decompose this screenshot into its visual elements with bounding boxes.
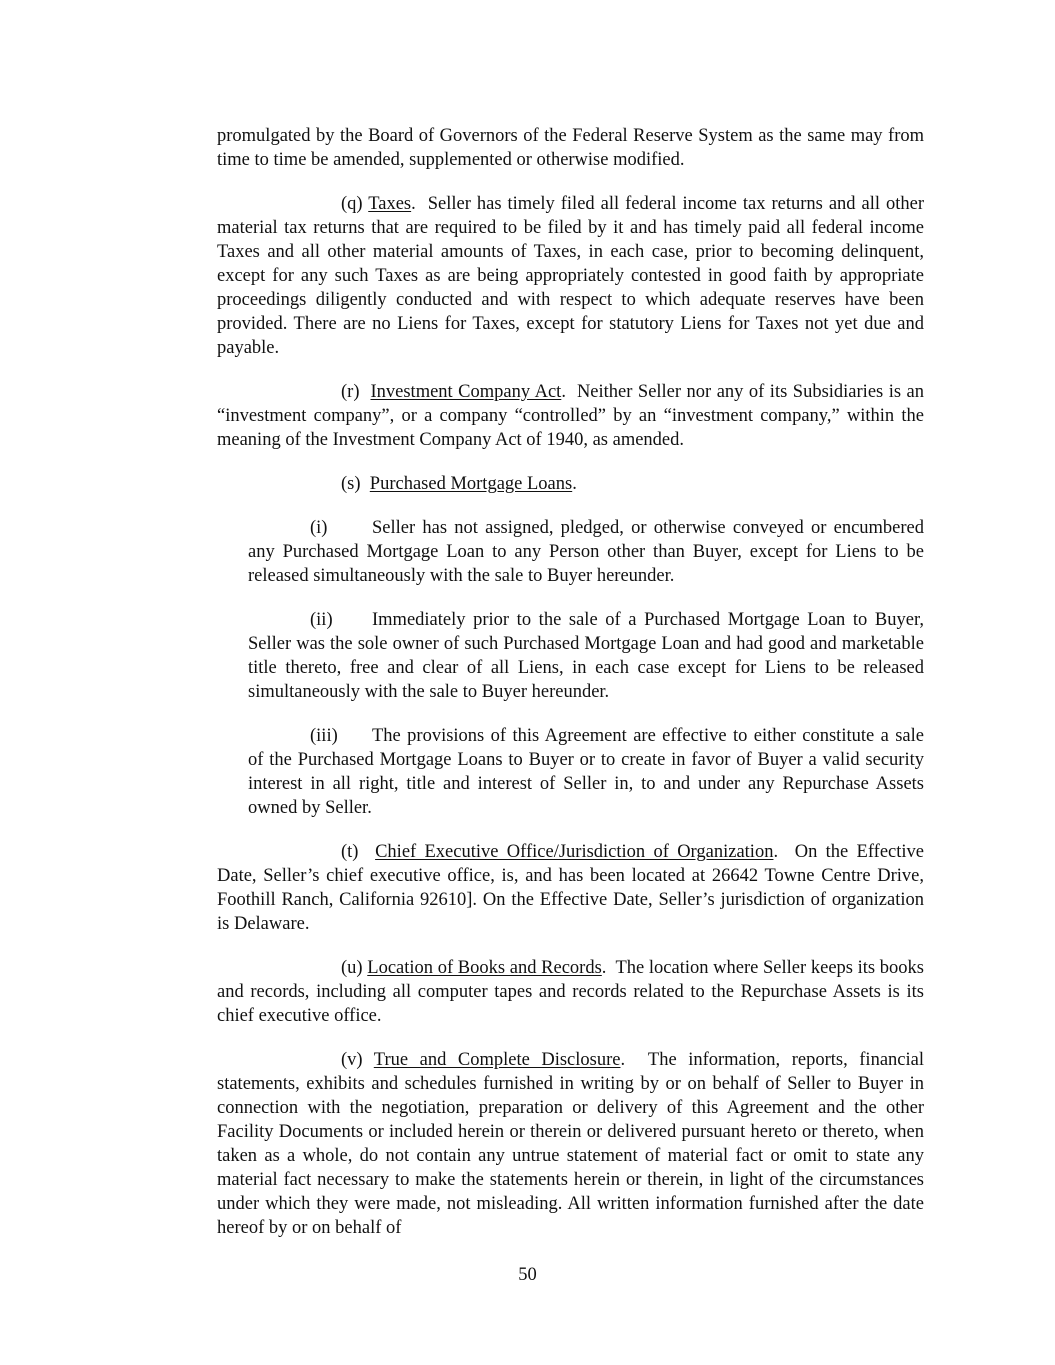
- intro-paragraph: promulgated by the Board of Governors of the Federal Reserve System as the same may from time to time be amended, supplemented or otherwise modified.: [217, 126, 924, 170]
- section-heading: Chief Executive Office/Jurisdiction of Organization: [375, 842, 774, 862]
- subsection-ii: [248, 608, 924, 704]
- section-marker: (r): [341, 382, 360, 402]
- section-body: Neither Seller nor any of its Subsidiaries is an “investment company”, or a company “controlled” by an “investment company,” within the meaning of the Investment Company Act of 1940, as amended.: [217, 382, 925, 450]
- section-q: (q) Taxes. Seller has timely filed all federal income tax returns and all other material tax returns that are required to be filed by it and has timely paid all federal income Taxes and all other material amounts of Taxes, in each case, prior to becoming delinquent, except for any such Taxes as are being appropriately contested in good faith by appropriate proceedings diligently conducted and with respect to which adequate reserves have been provided. There are no Liens for Taxes, except for statutory Liens for Taxes not yet due and payable.: [217, 194, 924, 358]
- subsection-iii: [248, 724, 924, 820]
- subsection-body: Seller has not assigned, pledged, or otherwise conveyed or encumbered any Purchased Mortgage Loan to any Person other than Buyer, except for Liens to be released simultaneously with the sale to Buyer hereunder.: [248, 518, 924, 586]
- section-marker: (s): [341, 474, 361, 494]
- section-heading: Location of Books and Records: [367, 958, 602, 978]
- section-marker: (q): [341, 194, 363, 214]
- section-body: The location where Seller keeps its books and records, including all computer tapes and records related to the Repurchase Assets is its chief executive office.: [217, 958, 925, 1026]
- section-heading: Taxes: [368, 194, 412, 214]
- section-body: The information, reports, financial statements, exhibits and schedules furnished in writing by or on behalf of Seller to Buyer in connection with the negotiation, preparation or delivery of this Agreement and the other Facility Documents or included herein or therein or delivered pursuant hereto or thereto, when taken as a whole, do not contain any untrue statement of material fact or omit to state any material fact necessary to make the statements herein or therein, in light of the circumstances under which they were made, not misleading. All written information furnished after the date hereof by or on behalf of: [217, 1050, 924, 1238]
- subsection-i: [248, 516, 924, 588]
- section-v: (v) True and Complete Disclosure. The information, reports, financial statements, exhibits and schedules furnished in writing by or on behalf of Seller to Buyer in connection with the negotiation, preparation or delivery of this Agreement and the other Facility Documents or included herein or therein or delivered pursuant hereto or thereto, when taken as a whole, do not contain any untrue statement of material fact or omit to state any material fact necessary to make the statements herein or therein, in light of the circumstances under which they were made, not misleading. All written information furnished after the date hereof by or on behalf of: [217, 1050, 924, 1238]
- subsection-marker: (i): [310, 518, 328, 538]
- subsection-body: The provisions of this Agreement are effective to either constitute a sale of the Purchased Mortgage Loans to Buyer or to create in favor of Buyer a valid security interest in all right, title and interest of Seller in, to and under any Repurchase Assets owned by Seller.: [248, 726, 924, 818]
- subsection-marker: (ii): [310, 610, 333, 630]
- section-t: (t) Chief Executive Office/Jurisdiction of Organization. On the Effective Date, Seller’s chief executive office, is, and has been located at 26642 Towne Centre Drive, Foothill Ranch, California 92610]. On the Effective Date, Seller’s jurisdiction of organization is Delaware.: [217, 842, 924, 934]
- section-u: (u) Location of Books and Records. The location where Seller keeps its books and records, including all computer tapes and records related to the Repurchase Assets is its chief executive office.: [217, 958, 925, 1026]
- subsection-body: Immediately prior to the sale of a Purchased Mortgage Loan to Buyer, Seller was the sole owner of such Purchased Mortgage Loan and had good and marketable title thereto, free and clear of all Liens, in each case except for Liens to be released simultaneously with the sale to Buyer hereunder.: [248, 610, 924, 702]
- document-page: [217, 124, 924, 1260]
- page-number: 50: [518, 1265, 537, 1285]
- section-heading: True and Complete Disclosure: [373, 1050, 621, 1070]
- subsection-marker: (iii): [310, 726, 338, 746]
- section-body: On the Effective Date, Seller’s chief executive office, is, and has been located at 26642 Towne Centre Drive, Foothill Ranch, California 92610]. On the Effective Date, Seller’s jurisdiction of organization is Delaware.: [217, 842, 924, 934]
- section-s: (s) Purchased Mortgage Loans.: [217, 472, 924, 496]
- section-heading: Purchased Mortgage Loans: [369, 474, 573, 494]
- section-marker: (v): [341, 1050, 363, 1070]
- section-marker: (u): [341, 958, 363, 978]
- section-body: Seller has timely filed all federal income tax returns and all other material tax returns that are required to be filed by it and has timely paid all federal income Taxes and all other material amounts of Taxes, in each case, prior to becoming delinquent, except for any such Taxes as are being appropriately contested in good faith by appropriate proceedings diligently conducted and with respect to which adequate reserves have been provided. There are no Liens for Taxes, except for statutory Liens for Taxes not yet due and payable.: [217, 194, 924, 358]
- section-marker: (t): [341, 842, 359, 862]
- section-heading: Investment Company Act: [370, 382, 562, 402]
- section-r: (r) Investment Company Act. Neither Seller nor any of its Subsidiaries is an “investment company”, or a company “controlled” by an “investment company,” within the meaning of the Investment Company Act of 1940, as amended.: [217, 382, 925, 450]
